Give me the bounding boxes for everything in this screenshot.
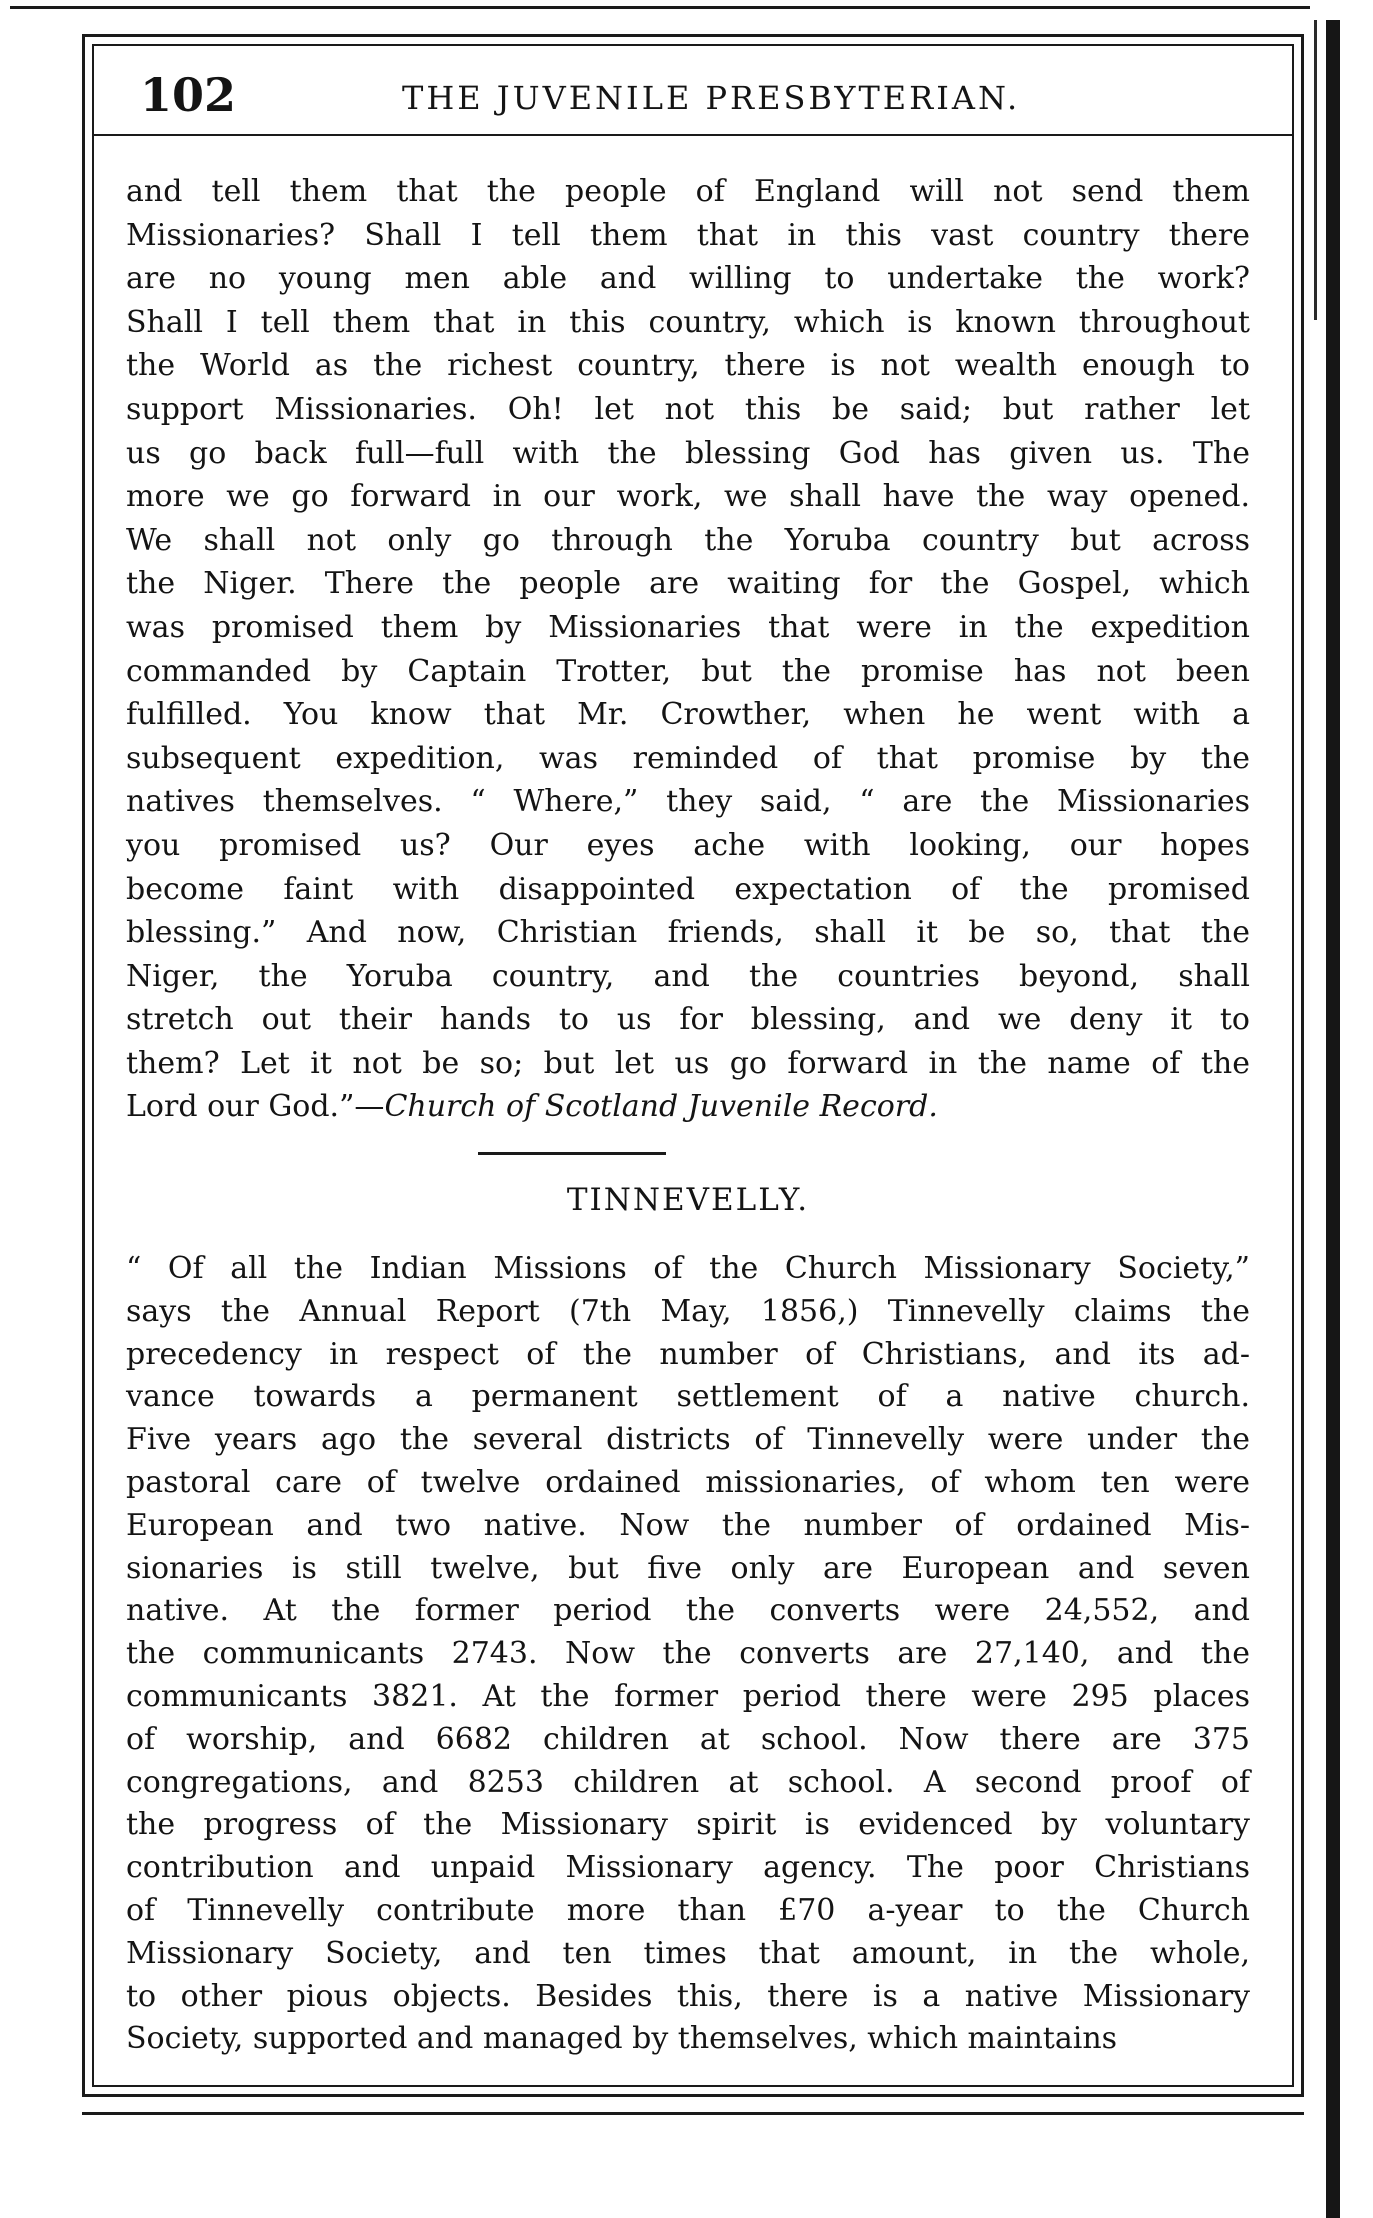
article-tinnevelly	[126, 1248, 1250, 2061]
text-line: Missionaries? Shall I tell them that in this vast country there	[126, 217, 1250, 253]
text-line: more we go forward in our work, we shall have the way opened.	[126, 479, 1250, 515]
text-line: them? Let it not be so; but let us go forward in the name of the	[126, 1045, 1250, 1081]
text-line: to other pious objects. Besides this, there is a native Missionary	[126, 1978, 1250, 2014]
text-line: become faint with disappointed expectation of the promised	[126, 871, 1250, 907]
text-line: subsequent expedition, was reminded of that promise by the	[126, 740, 1250, 776]
text-line: the World as the richest country, there is not wealth enough to	[126, 348, 1250, 384]
text-line: says the Annual Report (7th May, 1856,) Tinnevelly claims the	[126, 1293, 1250, 1329]
text-line: We shall not only go through the Yoruba country but across	[126, 522, 1250, 558]
section-heading: TINNEVELLY.	[566, 1182, 810, 1218]
page-number: 102	[140, 68, 237, 122]
text-line: us go back full—full with the blessing God has given us. The	[126, 435, 1250, 471]
text-line: precedency in respect of the number of Christians, and its ad-	[126, 1336, 1250, 1372]
text-line: the progress of the Missionary spirit is evidenced by voluntary	[126, 1807, 1250, 1843]
text-line: sionaries is still twelve, but five only are European and seven	[126, 1550, 1250, 1586]
text-line: European and two native. Now the number of ordained Mis-	[126, 1507, 1250, 1543]
text-line: Missionary Society, and ten times that amount, in the whole,	[126, 1935, 1250, 1971]
section-separator	[478, 1152, 666, 1155]
text-line: fulfilled. You know that Mr. Crowther, when he went with a	[126, 697, 1250, 733]
text-line: stretch out their hands to us for blessing, and we deny it to	[126, 1002, 1250, 1038]
text-line: contribution and unpaid Missionary agency. The poor Christians	[126, 1850, 1250, 1886]
source-citation: Church of Scotland Juvenile Record.	[384, 1089, 938, 1125]
text-line: blessing.” And now, Christian friends, shall it be so, that the	[126, 915, 1250, 951]
text-line: pastoral care of twelve ordained missionaries, of whom ten were	[126, 1464, 1250, 1500]
text-line: Niger, the Yoruba country, and the countries beyond, shall	[126, 958, 1250, 994]
text-line: commanded by Captain Trotter, but the promise has not been	[126, 653, 1250, 689]
text-line: the communicants 2743. Now the converts are 27,140, and the	[126, 1636, 1250, 1672]
text-line: you promised us? Our eyes ache with looking, our hopes	[126, 827, 1250, 863]
text-line: “ Of all the Indian Missions of the Church Missionary Society,”	[126, 1251, 1250, 1286]
text-line: natives themselves. “ Where,” they said, “ are the Missionaries	[126, 784, 1250, 820]
text-line: of Tinnevelly contribute more than £70 a-year to the Church	[126, 1892, 1250, 1928]
text-line: was promised them by Missionaries that were in the expedition	[126, 609, 1250, 645]
text-line: of worship, and 6682 children at school. Now there are 375	[126, 1721, 1250, 1757]
text-line: Five years ago the several districts of Tinnevelly were under the	[126, 1422, 1250, 1458]
closing-line	[126, 1085, 1250, 1129]
text-line: congregations, and 8253 children at school. A second proof of	[126, 1764, 1250, 1800]
header-rule	[92, 134, 1294, 136]
text-line: are no young men able and willing to undertake the work?	[126, 261, 1250, 297]
text-line: support Missionaries. Oh! let not this be said; but rather let	[126, 391, 1250, 427]
running-title: THE JUVENILE PRESBYTERIAN.	[402, 79, 1021, 117]
text-line: vance towards a permanent settlement of a native church.	[126, 1379, 1250, 1415]
closing-text: Lord our God.”—	[126, 1089, 385, 1125]
page-header	[100, 62, 1290, 132]
bottom-rule	[82, 2112, 1304, 2115]
article-continued	[126, 170, 1250, 1129]
binding-edge-thin	[1314, 20, 1317, 320]
text-line: native. At the former period the converts were 24,552, and	[126, 1593, 1250, 1629]
text-line: Shall I tell them that in this country, which is known throughout	[126, 304, 1250, 340]
top-rule	[10, 6, 1310, 9]
text-line: the Niger. There the people are waiting for the Gospel, which	[126, 566, 1250, 602]
text-line: communicants 3821. At the former period there were 295 places	[126, 1678, 1250, 1714]
text-line: Society, supported and managed by themselves, which maintains	[126, 2021, 1118, 2057]
text-line: and tell them that the people of England will not send them	[126, 174, 1250, 209]
binding-edge	[1326, 20, 1340, 2218]
